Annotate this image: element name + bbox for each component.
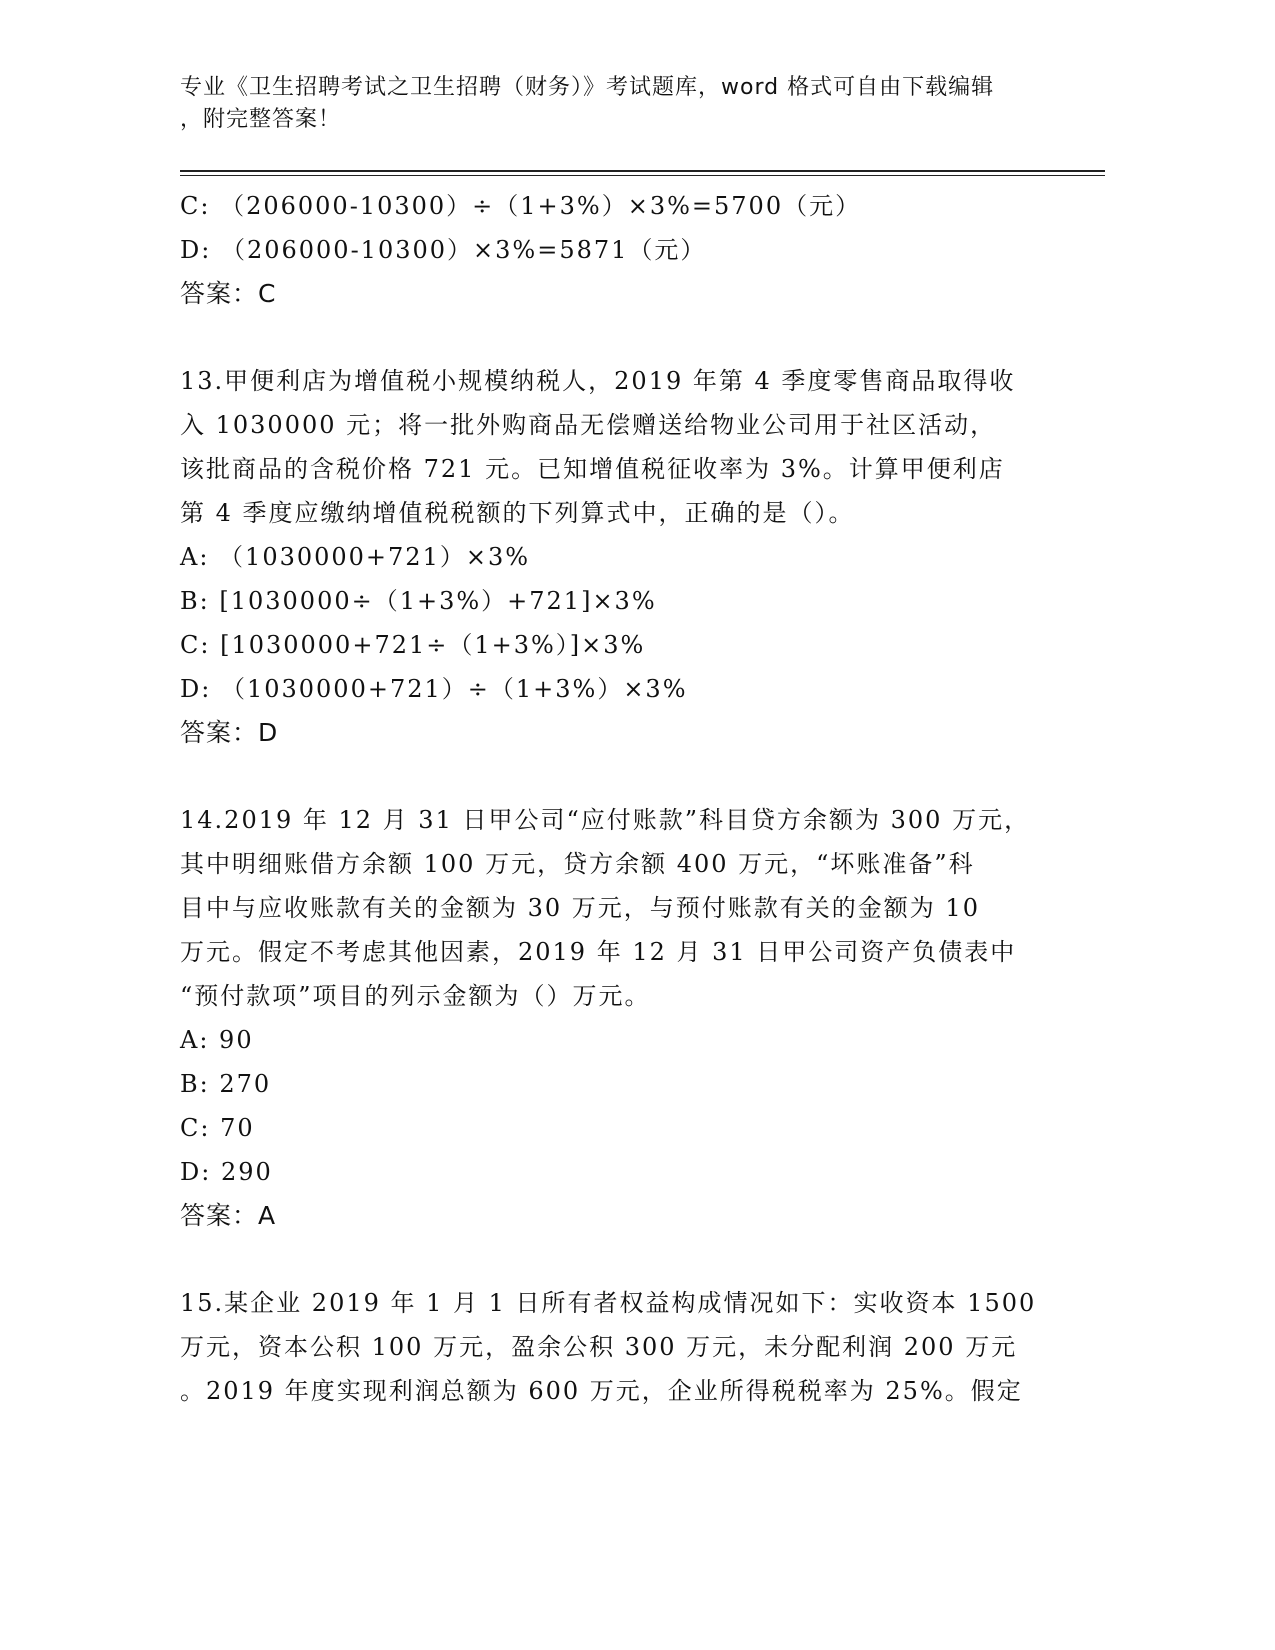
answer-line: 答案：D — [180, 718, 279, 747]
question-14 — [180, 798, 1080, 1238]
option-b: B: [1030000÷（1+3%）+721]×3% — [180, 587, 657, 615]
question-stem-line: 14.2019 年 12 月 31 日甲公司“应付账款”科目贷方余额为 300 万元， — [180, 806, 1031, 834]
option-d: D: （1030000+721）÷（1+3%）×3% — [180, 675, 688, 703]
previous-question-tail — [180, 184, 1080, 316]
option-c: C: （206000-10300）÷（1+3%）×3%=5700（元） — [180, 192, 862, 220]
question-stem-line: 该批商品的含税价格 721 元。已知增值税征收率为 3%。计算甲便利店 — [180, 455, 1005, 483]
question-content — [180, 184, 1080, 1413]
question-stem-line: 第 4 季度应缴纳增值税税额的下列算式中，正确的是（）。 — [180, 499, 855, 527]
answer-line: 答案：A — [180, 1201, 277, 1230]
question-stem-line: 。2019 年度实现利润总额为 600 万元，企业所得税税率为 25%。假定 — [180, 1377, 1023, 1405]
option-a: A: （1030000+721）×3% — [180, 543, 531, 571]
answer-line: 答案：C — [180, 279, 277, 308]
question-stem-line: 入 1030000 元；将一批外购商品无偿赠送给物业公司用于社区活动， — [180, 411, 997, 439]
option-a: A: 90 — [180, 1026, 254, 1054]
header-line-1: 专业《卫生招聘考试之卫生招聘（财务）》考试题库，word 格式可自由下载编辑 — [180, 75, 995, 100]
option-c: C: [1030000+721÷（1+3%）]×3% — [180, 631, 646, 659]
question-stem-line: 万元，资本公积 100 万元，盈余公积 300 万元，未分配利润 200 万元 — [180, 1333, 1018, 1361]
question-stem-line: “预付款项”项目的列示金额为（）万元。 — [180, 982, 651, 1010]
header-line-2: ，附完整答案！ — [180, 107, 342, 132]
question-15 — [180, 1281, 1080, 1413]
option-d: D: （206000-10300）×3%=5871（元） — [180, 236, 707, 264]
question-stem-line: 15.某企业 2019 年 1 月 1 日所有者权益构成情况如下：实收资本 1500 — [180, 1289, 1037, 1317]
document-header — [180, 72, 1060, 136]
question-stem-line: 目中与应收账款有关的金额为 30 万元，与预付账款有关的金额为 10 — [180, 894, 980, 922]
question-stem-line: 其中明细账借方余额 100 万元，贷方余额 400 万元，“坏账准备”科 — [180, 850, 975, 878]
option-b: B: 270 — [180, 1070, 272, 1098]
header-divider-thin — [180, 175, 1105, 176]
question-stem-line: 万元。假定不考虑其他因素，2019 年 12 月 31 日甲公司资产负债表中 — [180, 938, 1017, 966]
question-13 — [180, 359, 1080, 755]
header-divider-thick — [180, 170, 1105, 172]
option-c: C: 70 — [180, 1114, 255, 1142]
option-d: D: 290 — [180, 1158, 273, 1186]
question-stem-line: 13.甲便利店为增值税小规模纳税人，2019 年第 4 季度零售商品取得收 — [180, 367, 1016, 395]
